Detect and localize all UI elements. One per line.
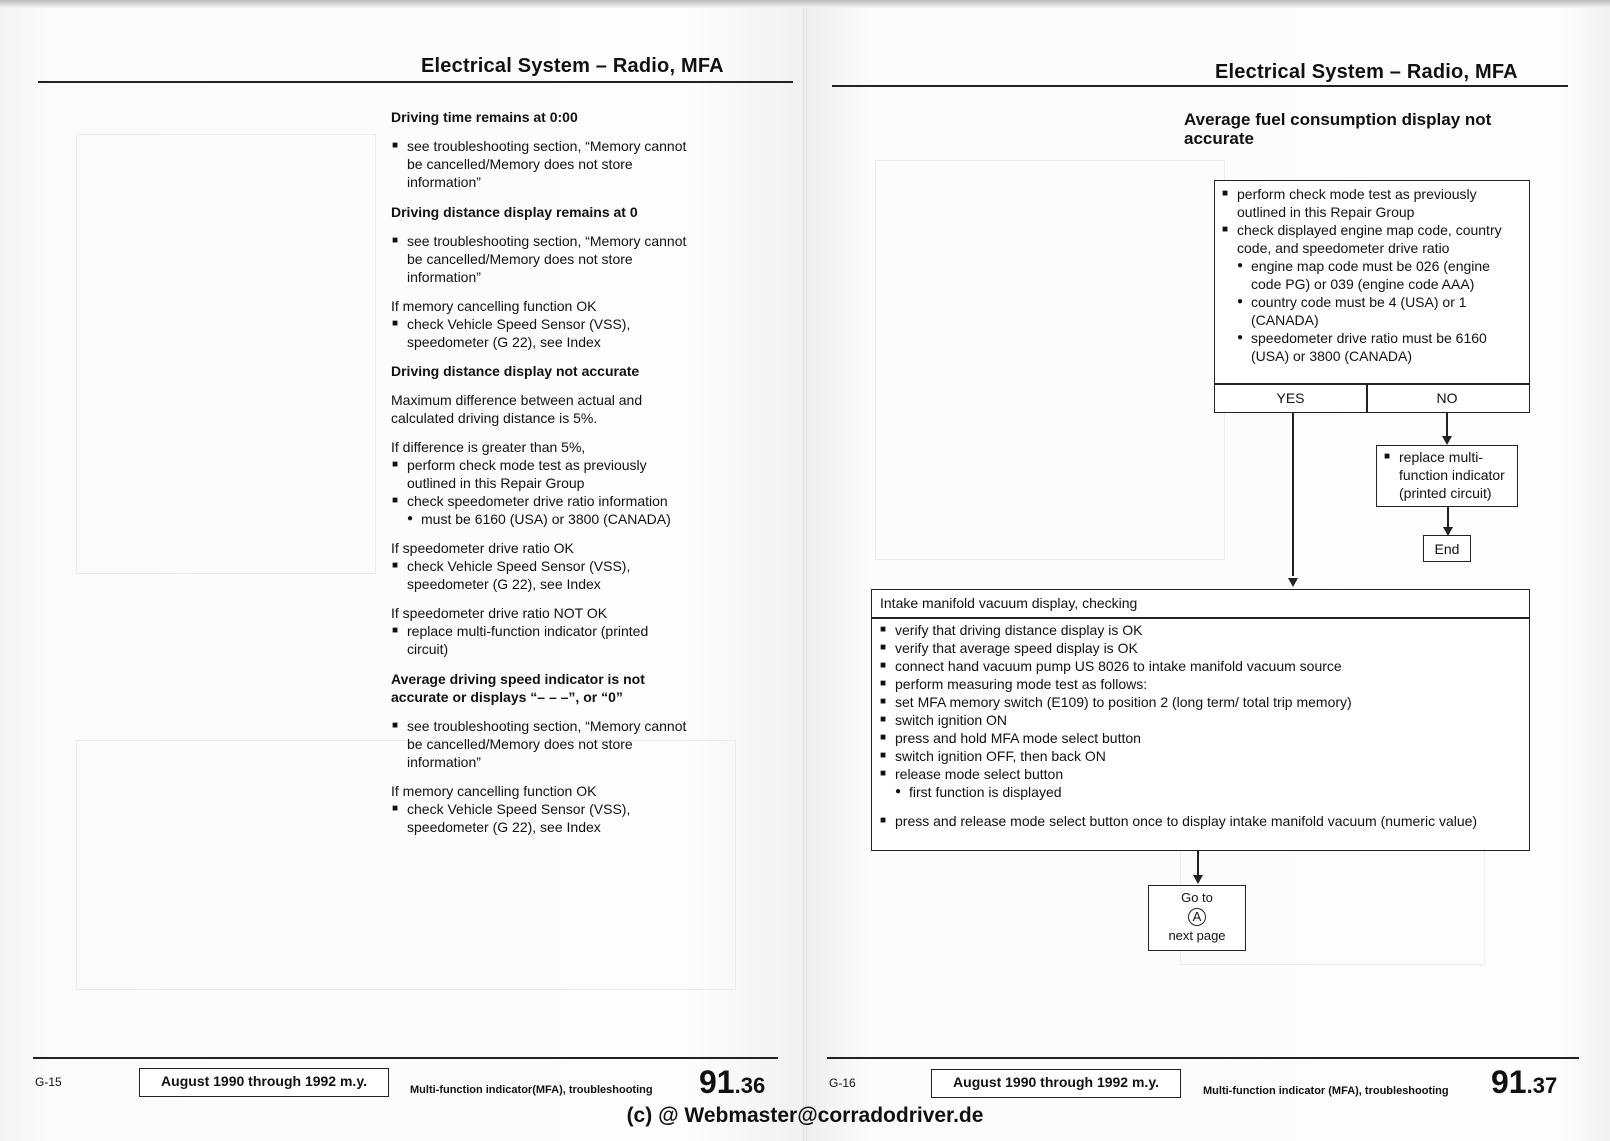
- goto-label: Go to: [1181, 890, 1213, 905]
- bullet-item: ■ connect hand vacuum pump US 8026 to intake manifold vacuum source: [879, 657, 1519, 675]
- right-page: [805, 0, 1610, 1141]
- goto-content: [1149, 888, 1245, 945]
- replace-mfa-box: [1376, 445, 1518, 507]
- flow-arrow: [1442, 436, 1452, 445]
- header-rule-right: [832, 85, 1568, 87]
- check-box-content: [1221, 185, 1521, 365]
- page-number-sub: .37: [1526, 1073, 1558, 1098]
- footer-rule-left: [33, 1057, 778, 1059]
- bullet-item: ■ see troubleshooting section, “Memory cannot be cancelled/Memory does not store information”: [391, 137, 691, 191]
- bleed-through-shape: [875, 160, 1225, 560]
- section-heading: Driving distance display not accurate: [391, 363, 640, 379]
- date-range-box: August 1990 through 1992 m.y.: [931, 1069, 1181, 1098]
- condition-text: If speedometer drive ratio NOT OK: [391, 605, 608, 621]
- page-number-main: 91: [699, 1064, 735, 1100]
- copyright-notice: (c) @ Webmaster@corradodriver.de: [626, 1104, 984, 1127]
- flow-line-no: [1446, 413, 1448, 437]
- bullet-item: ■ check Vehicle Speed Sensor (VSS), speedometer (G 22), see Index: [391, 557, 691, 593]
- footer-description: Multi-function indicator (MFA), troubleshooting: [1203, 1085, 1449, 1097]
- bullet-item: ■ press and release mode select button once to display intake manifold vacuum (numeric value): [879, 812, 1519, 830]
- no-label: NO: [1436, 390, 1458, 406]
- paragraph: Maximum difference between actual and calculated driving distance is 5%.: [391, 392, 643, 426]
- flow-arrow: [1288, 578, 1298, 587]
- flow-line-goto: [1197, 851, 1199, 876]
- page-label: G-15: [35, 1075, 62, 1089]
- bullet-item: ■ switch ignition ON: [879, 711, 1519, 729]
- section-heading: Driving time remains at 0:00: [391, 109, 578, 125]
- footer-description: Multi-function indicator(MFA), troubleshooting: [410, 1084, 653, 1096]
- condition-text: If speedometer drive ratio OK: [391, 540, 574, 556]
- bullet-item: ■ set MFA memory switch (E109) to position 2 (long term/ total trip memory): [879, 693, 1519, 711]
- bullet-item: ■ check speedometer drive ratio information: [391, 492, 691, 510]
- vacuum-box-content: [879, 621, 1519, 830]
- page-title: Average fuel consumption display not accurate: [1184, 110, 1492, 148]
- section-heading: Average driving speed indicator is not accurate or displays “– – –”, or “0”: [391, 671, 645, 705]
- bullet-item: ■ verify that average speed display is OK: [879, 639, 1519, 657]
- bullet-item: ■ verify that driving distance display is OK: [879, 621, 1519, 639]
- bleed-through-shape: [76, 134, 376, 574]
- left-column-text: [391, 108, 691, 836]
- vacuum-box-title: Intake manifold vacuum display, checking: [880, 595, 1138, 611]
- bullet-item: ■ check Vehicle Speed Sensor (VSS), speedometer (G 22), see Index: [391, 315, 691, 351]
- condition-text: If memory cancelling function OK: [391, 298, 597, 314]
- page-header-left: Electrical System – Radio, MFA: [421, 55, 724, 77]
- check-mode-box: [1214, 180, 1530, 413]
- box-divider: [872, 617, 1529, 619]
- bullet-item: ■ perform check mode test as previously outlined in this Repair Group: [391, 456, 691, 492]
- bullet-item: ■ check displayed engine map code, country code, and speedometer drive ratio: [1221, 221, 1521, 257]
- sub-bullet-item: ● must be 6160 (USA) or 3800 (CANADA): [391, 510, 691, 528]
- bullet-item: ■ release mode select button: [879, 765, 1519, 783]
- bullet-item: ■ perform check mode test as previously outlined in this Repair Group: [1221, 185, 1521, 221]
- page-label: G-16: [829, 1076, 856, 1090]
- sub-bullet-item: ● engine map code must be 026 (engine code PG) or 039 (engine code AAA): [1221, 257, 1521, 293]
- end-box: [1423, 535, 1471, 562]
- yes-label: YES: [1276, 390, 1305, 406]
- footer-rule-right: [827, 1057, 1579, 1059]
- bullet-item: ■ replace multi-function indicator (printed circuit): [1383, 448, 1513, 502]
- flow-arrow: [1193, 875, 1203, 884]
- bullet-item: ■ see troubleshooting section, “Memory cannot be cancelled/Memory does not store information”: [391, 232, 691, 286]
- box-divider: [1215, 383, 1529, 385]
- condition-text: If difference is greater than 5%,: [391, 439, 586, 455]
- bullet-item: ■ perform measuring mode test as follows:: [879, 675, 1519, 693]
- page-number: [1491, 1066, 1557, 1102]
- bullet-item: ■ switch ignition OFF, then back ON: [879, 747, 1519, 765]
- scan-edge: [0, 0, 1610, 8]
- flow-line-yes: [1292, 413, 1294, 576]
- sub-bullet-item: ● first function is displayed: [879, 783, 1519, 801]
- page-header-right: Electrical System – Radio, MFA: [1215, 61, 1518, 83]
- bullet-item: ■ press and hold MFA mode select button: [879, 729, 1519, 747]
- sub-bullet-item: ● speedometer drive ratio must be 6160 (USA) or 3800 (CANADA): [1221, 329, 1521, 365]
- goto-label: next page: [1168, 928, 1226, 943]
- bullet-item: ■ replace multi-function indicator (printed circuit): [391, 622, 691, 658]
- page-number: [699, 1066, 765, 1102]
- page-number-main: 91: [1491, 1064, 1527, 1100]
- bullet-item: ■ see troubleshooting section, “Memory cannot be cancelled/Memory does not store information”: [391, 717, 691, 771]
- page-number-sub: .36: [734, 1073, 766, 1098]
- circled-a-icon: A: [1188, 908, 1206, 926]
- end-label: End: [1434, 541, 1460, 557]
- date-range-box: August 1990 through 1992 m.y.: [139, 1068, 389, 1097]
- book-gutter: [803, 0, 807, 1141]
- sub-bullet-item: ● country code must be 4 (USA) or 1 (CANADA): [1221, 293, 1521, 329]
- vacuum-check-box: [871, 589, 1530, 851]
- header-rule-left: [38, 81, 793, 83]
- bullet-item: ■ check Vehicle Speed Sensor (VSS), speedometer (G 22), see Index: [391, 800, 691, 836]
- section-heading: Driving distance display remains at 0: [391, 204, 638, 220]
- goto-next-page-box: [1148, 885, 1246, 951]
- condition-text: If memory cancelling function OK: [391, 783, 597, 799]
